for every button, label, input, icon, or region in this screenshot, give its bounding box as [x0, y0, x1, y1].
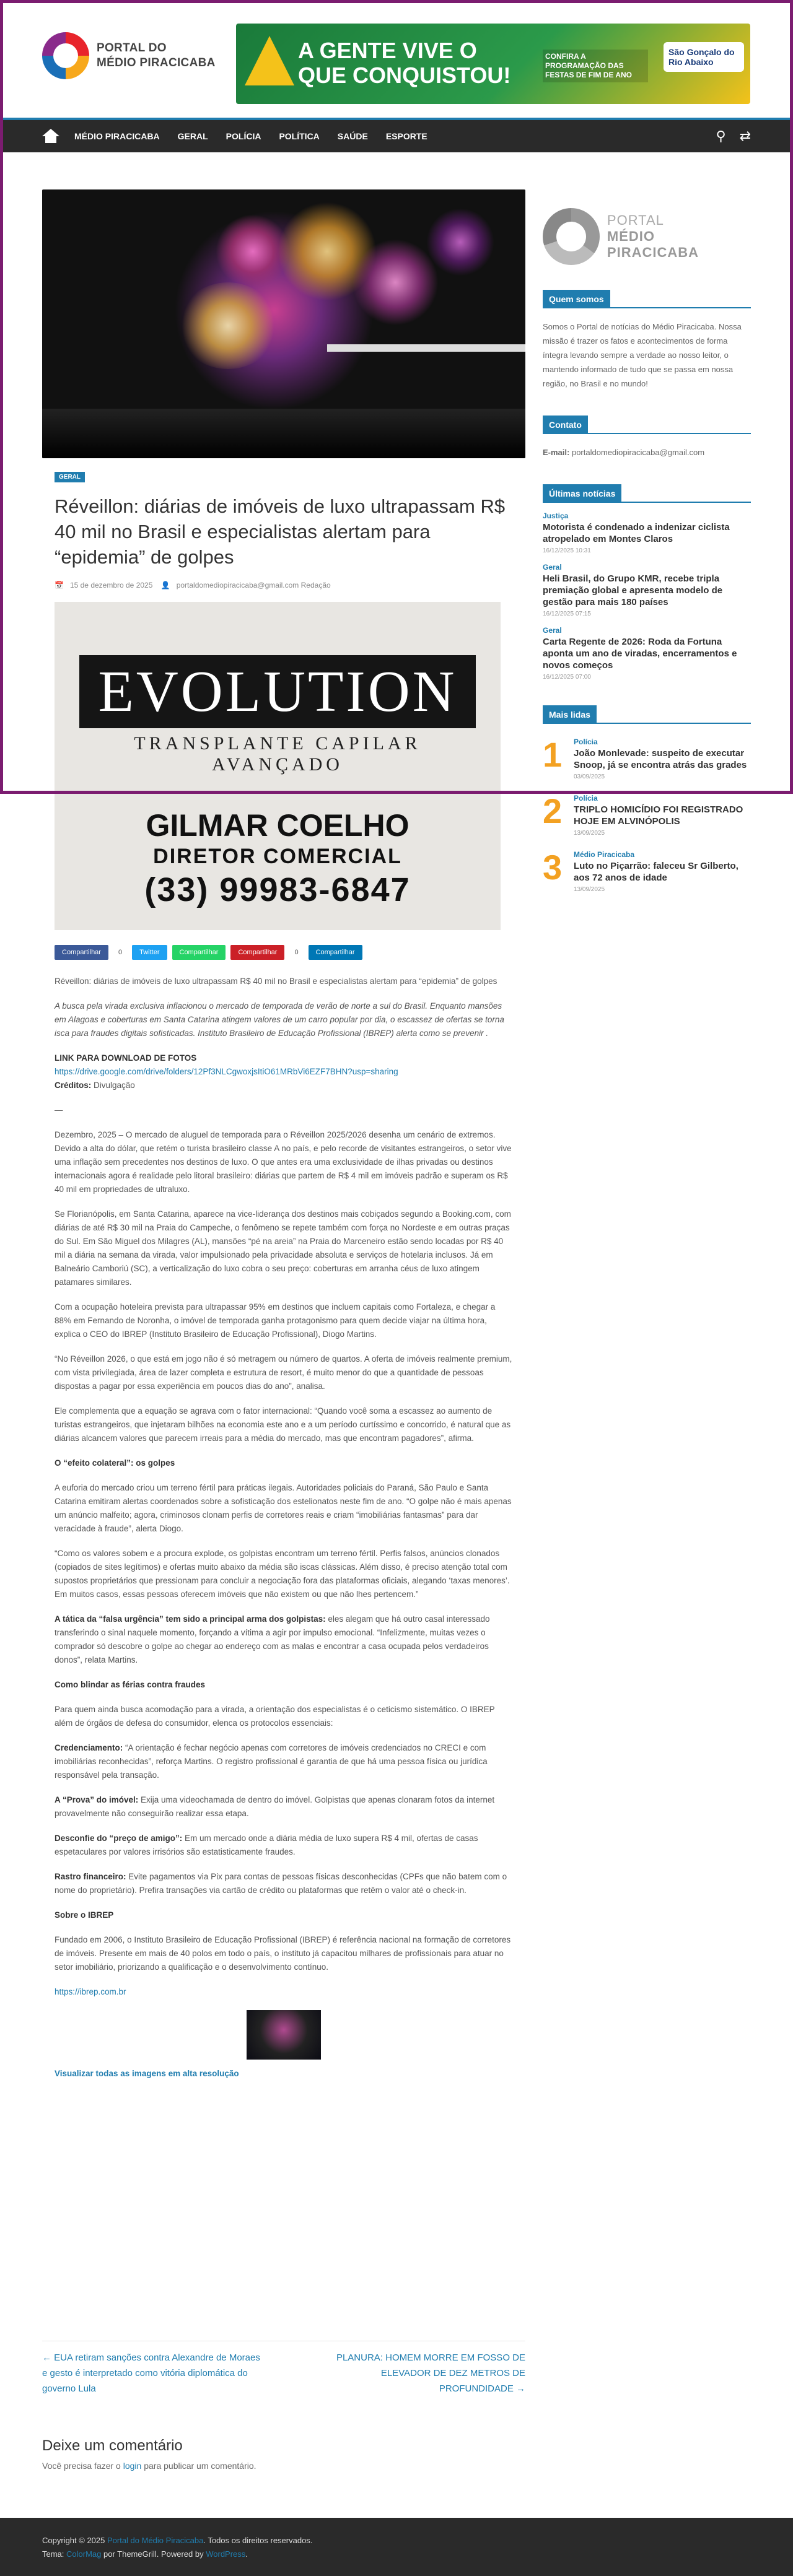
- download-link[interactable]: https://drive.google.com/drive/folders/12Pf3NLCgwoxjsItiO61MRbVi6EZF7BHN?usp=sharing: [55, 1067, 398, 1076]
- paragraph: “Como os valores sobem e a procura explode, os golpistas encontram um terreno fértil. Perfis falsos, anúncios clonados (copiados de sites legítimos) e ofertas muito abaixo da média são iscas clássicas. Além disso, é preciso atenção total com supostos proprietários que pressionam para concluir a negociação fora das plataformas oficiais, alegando ‘taxas menores’. Em muitos casos, essas pessoas oferecem imóveis que não existem ou que não lhes pertencem.”: [55, 1549, 510, 1599]
- bold-lead: Credenciamento:: [55, 1743, 123, 1752]
- paragraph-text: eles alegam que há outro casal interessado transferindo o sinal naquele momento, forçando a vítima a agir por impulso emocional. “Infelizmente, muitas vezes o comprador só descobre o golpe ao chegar ao endereço com as malas e encontrar a casa ocupada pelos verdadeiros donos”, relata Martins.: [55, 1614, 490, 1664]
- paragraph: Para quem ainda busca acomodação para a virada, a orientação dos especialistas é o ceticismo sistemático. O IBREP além de órgãos de defesa do consumidor, elenca os protocolos essenciais:: [55, 1705, 495, 1728]
- post-author[interactable]: portaldomediopiracicaba@gmail.com Redação: [176, 581, 331, 590]
- post-date[interactable]: 15 de dezembro de 2025: [69, 581, 153, 590]
- paragraph: [55, 1612, 513, 1667]
- comments-section: [42, 2437, 525, 2471]
- user-icon: 👤: [160, 581, 170, 590]
- nav-item-medio-piracicaba[interactable]: MÉDIO PIRACICABA: [74, 131, 160, 141]
- next-post-title: PLANURA: HOMEM MORRE EM FOSSO DE ELEVADOR DE DEZ METROS DE PROFUNDIDADE: [336, 2352, 525, 2394]
- sidebar-logo-line2: MÉDIO PIRACICABA: [607, 228, 699, 260]
- news-title[interactable]: Carta Regente de 2026: Roda da Fortuna aponta um ano de viradas, encerramentos e novos começos: [543, 637, 737, 671]
- paragraph-text: “A orientação é fechar negócio apenas com corretores de imóveis credenciados no CRECI e com imobiliárias reconhecidas”, reforça Martins. O registro profissional é garantia de que há uma pessoa física ou jurídica responsável pela transação.: [55, 1743, 488, 1780]
- contact-line: [543, 445, 751, 459]
- copyright-rights: . Todos os direitos reservados.: [203, 2536, 313, 2545]
- post-title: Réveillon: diárias de imóveis de luxo ultrapassam R$ 40 mil no Brasil e especialistas alertam para “epidemia” de golpes: [55, 495, 506, 568]
- ad-line2: AVANÇADO: [212, 754, 343, 775]
- firework-burst: [352, 239, 439, 326]
- ad-brand: EVOLUTION: [79, 655, 476, 728]
- about-text: Somos o Portal de notícias do Médio Piracicaba. Nossa missão é trazer os fatos e acontecimentos de forma íntegra levando sempre a verdade ao nosso leitor, o mantendo informado de tudo que se passa em nossa região, no Brasil e no mundo!: [543, 322, 742, 388]
- nav-item-politica[interactable]: POLÍTICA: [279, 131, 320, 141]
- logo-mark: [42, 32, 89, 79]
- ad-phone: (33) 99983-6847: [144, 871, 411, 908]
- sidebar-logo-line1: PORTAL: [607, 212, 664, 228]
- comments-text-before: Você precisa fazer o: [42, 2461, 123, 2471]
- theme-line: [42, 2548, 312, 2561]
- comments-text-after: para publicar um comentário.: [141, 2461, 256, 2471]
- paragraph-text: Em um mercado onde a diária média de luxo supera R$ 4 mil, ofertas de casas espetaculares por valores irrisórios são estatisticamente fraudes.: [55, 1834, 478, 1856]
- article: [42, 189, 525, 2092]
- subheading: Sobre o IBREP: [55, 1910, 114, 1920]
- home-icon[interactable]: [42, 129, 59, 144]
- download-label: LINK PARA DOWNLOAD DE FOTOS: [55, 1053, 197, 1063]
- firework-burst: [178, 282, 278, 369]
- theme-label: Tema:: [42, 2549, 67, 2559]
- paragraph: Réveillon: diárias de imóveis de luxo ultrapassam R$ 40 mil no Brasil e especialistas alertam para “epidemia” de golpes: [55, 977, 497, 986]
- share-whatsapp-button[interactable]: Compartilhar: [172, 945, 226, 960]
- sidebar: [543, 189, 751, 893]
- category-badge[interactable]: GERAL: [55, 472, 85, 482]
- banner-tag: São Gonçalo do Rio Abaixo: [664, 42, 744, 72]
- bold-lead: A “Prova” do imóvel:: [55, 1795, 139, 1804]
- site-header: [0, 0, 793, 118]
- share-twitter-button[interactable]: Twitter: [132, 945, 167, 960]
- ad-subtitle: [79, 733, 476, 775]
- about-title: Quem somos: [543, 290, 610, 308]
- nav-item-geral[interactable]: GERAL: [177, 131, 208, 141]
- copyright-line: [42, 2534, 312, 2548]
- paragraph-text: Evite pagamentos via Pix para contas de pessoas físicas desconhecidas (CPFs que não batem com o nome do proprietário). Prefira transações via cartão de crédito ou plataformas que retêm o valor até o check-in.: [55, 1872, 507, 1895]
- banner-headline-line1: A GENTE VIVE O: [298, 38, 477, 63]
- lead-paragraph: A busca pela virada exclusiva inflacionou o mercado de temporada de verão de norte a sul do Brasil. Enquanto mansões em Alagoas e coberturas em Santa Catarina atingem valores de um carro popular por dia, o escassez de ofertas se torna isca para fraudes digitais sofisticadas. Instituto Brasileiro de Educação Profissional (IBREP) alerta como se prevenir .: [55, 1001, 504, 1038]
- paragraph: Fundado em 2006, o Instituto Brasileiro de Educação Profissional (IBREP) é referência nacional na formação de corretores de imóveis. Presente em mais de 40 polos em todo o país, o instituto já capacitou milhares de profissionais para atuar no setor imobiliário, priorizando a qualificação e o desenvolvimento contínuo.: [55, 1935, 511, 1972]
- paragraph: Com a ocupação hoteleira prevista para ultrapassar 95% em destinos que incluem capitais como Fortaleza, e chegar a 88% em Fernando de Noronha, o imóvel de temporada ganha protagonismo para quem decide viajar na última hora, explica o CEO do IBREP (Instituto Brasileiro de Educação Profissional), Diogo Martins.: [55, 1302, 496, 1339]
- news-title[interactable]: Motorista é condenado a indenizar ciclista atropelado em Montes Claros: [543, 522, 730, 544]
- share-facebook-count: 0: [118, 949, 123, 956]
- site-name: [97, 41, 216, 71]
- paragraph-text: Exija uma videochamada de dentro do imóvel. Golpistas que apenas clonaram fotos da internet provavelmente não conseguirão realizar essa etapa.: [55, 1795, 495, 1818]
- contact-email[interactable]: portaldomediopiracicaba@gmail.com: [571, 448, 705, 457]
- paragraph: [55, 1741, 513, 1782]
- arrow-right-icon: →: [513, 2383, 525, 2394]
- theme-by: por ThemeGrill. Powered by: [101, 2549, 206, 2559]
- ad-line1: TRANSPLANTE CAPILAR: [134, 733, 421, 754]
- post-content: [55, 975, 513, 2081]
- news-title[interactable]: Luto no Piçarrão: faleceu Sr Gilberto, aos 72 anos de idade: [574, 861, 738, 883]
- bold-lead: Rastro financeiro:: [55, 1872, 126, 1881]
- top-news-item[interactable]: [543, 735, 751, 780]
- share-facebook-button[interactable]: Compartilhar: [55, 945, 108, 960]
- theme-link[interactable]: ColorMag: [66, 2549, 102, 2559]
- news-date: 16/12/2025 07:00: [543, 674, 591, 681]
- ad-name: GILMAR COELHO: [146, 808, 410, 843]
- next-post-link[interactable]: [315, 2350, 525, 2396]
- banner-headline: [298, 38, 510, 88]
- download-block: [55, 1051, 513, 1092]
- site-name-line1: PORTAL DO: [97, 41, 167, 54]
- firework-burst: [426, 208, 494, 276]
- calendar-icon: 📅: [55, 581, 64, 590]
- paragraph: Dezembro, 2025 – O mercado de aluguel de temporada para o Réveillon 2025/2026 desenha um cenário de extremos. Devido a alta do dólar, que retém o turista brasileiro classe A no país, e pelo recorde de visitantes estrangeiros, o setor vive uma inflação sem precedentes nos destinos de luxo. O que antes era uma exclusividade de ilhas privadas ou destinos internacionais agora é realidade pelo litoral brasileiro: diárias que partem de R$ 4 mil em imóveis padrão e superam os R$ 40 mil em propriedades de ultraluxo.: [55, 1130, 512, 1194]
- banner-headline-line2: QUE CONQUISTOU!: [298, 63, 511, 88]
- bold-lead: Desconfie do “preço de amigo”:: [55, 1834, 183, 1843]
- news-date: 13/09/2025: [574, 886, 605, 893]
- paragraph: Se Florianópolis, em Santa Catarina, aparece na vice-liderança dos destinos mais cobiçados segundo a Booking.com, com diárias de até R$ 30 mil na Praia do Campeche, o fenômeno se repete também com força no Nordeste e em outras praças do Sul. Em São Miguel dos Milagres (AL), mansões “pé na areia” na Praia do Marceneiro estão sendo locadas por R$ 40 mil a diária na semana da virada, valor impulsionado pela privacidade absoluta e serviços de hotelaria inclusos. Já em Balneário Camboriú (SC), a verticalização do luxo cobra o seu preço: coberturas em arranha céus de luxo atingem patamares similares.: [55, 1209, 511, 1287]
- latest-news-item[interactable]: [543, 511, 751, 554]
- gallery-link[interactable]: Visualizar todas as imagens em alta resolução: [55, 2069, 239, 2078]
- contact-label: E-mail:: [543, 448, 570, 457]
- latest-news-item[interactable]: [543, 626, 751, 681]
- banner-subtext: CONFIRA A PROGRAMAÇÃO DAS FESTAS DE FIM DE ANO: [543, 50, 648, 82]
- banner-shape: [245, 36, 294, 85]
- subheading: O “efeito colateral”: os golpes: [55, 1458, 175, 1468]
- paragraph: “No Réveillon 2026, o que está em jogo não é só metragem ou número de quartos. A oferta de imóveis realmente premium, com vista privilegiada, área de lazer completa e estrutura de resort, é muito menor do que a quantidade de pessoas dispostas a pagar por essa experiência em poucos dias do ano”, analisa.: [55, 1354, 512, 1391]
- comments-title: Deixe um comentário: [42, 2437, 183, 2454]
- widget-title-latest: [543, 484, 751, 503]
- nav-item-esporte[interactable]: ESPORTE: [385, 131, 427, 141]
- paragraph: [55, 1832, 513, 1859]
- post-navigation: [42, 2341, 525, 2396]
- top-news-item[interactable]: [543, 850, 751, 893]
- rank-number: 1: [543, 735, 563, 774]
- news-date: 16/12/2025 10:31: [543, 547, 591, 554]
- paragraph: [55, 1793, 513, 1821]
- widget-title-about: [543, 290, 751, 308]
- news-category[interactable]: Geral: [543, 563, 562, 572]
- paragraph: Ele complementa que a equação se agrava com o fator internacional: “Quando você soma a escassez ao aumento de turistas estrangeiros, que injetaram bilhões na economia este ano e a um período curtíssimo e concorrido, é natural que as diárias alcancem valores que parecem irreais para a média do mercado, mas que encontram pagadores”, afirma.: [55, 1406, 511, 1443]
- shuffle-icon[interactable]: ⇄: [739, 128, 751, 144]
- sidebar-logo[interactable]: [543, 208, 751, 265]
- ad-role: DIRETOR COMERCIAL: [153, 845, 402, 868]
- comments-login-text: [42, 2461, 525, 2471]
- wordpress-link[interactable]: WordPress: [206, 2549, 246, 2559]
- site-footer: [0, 2518, 793, 2576]
- news-category[interactable]: Geral: [543, 626, 562, 635]
- contact-title: Contato: [543, 416, 588, 434]
- sidebar-logo-mark: [543, 208, 600, 265]
- top-news-item[interactable]: [543, 791, 751, 837]
- credits-label: Créditos:: [55, 1081, 92, 1090]
- sidebar-logo-text: [607, 212, 751, 261]
- rank-number: 3: [543, 848, 563, 887]
- gallery-thumbnail[interactable]: [247, 2010, 321, 2060]
- main-nav: [0, 118, 793, 152]
- top-title: Mais lidas: [543, 705, 597, 724]
- latest-news-item[interactable]: [543, 563, 751, 617]
- share-linkedin-button[interactable]: Compartilhar: [309, 945, 362, 960]
- paragraph: [55, 1870, 513, 1897]
- share-bar: [55, 945, 513, 960]
- nav-item-policia[interactable]: POLÍCIA: [226, 131, 261, 141]
- subheading: Como blindar as férias contra fraudes: [55, 1680, 206, 1689]
- copyright-text: Copyright © 2025: [42, 2536, 107, 2545]
- ibrep-link[interactable]: https://ibrep.com.br: [55, 1987, 126, 1996]
- news-date: 03/09/2025: [574, 773, 605, 780]
- news-category[interactable]: Polícia: [574, 794, 598, 803]
- theme-end: .: [245, 2549, 248, 2559]
- credits-value: Divulgação: [94, 1081, 135, 1090]
- bridge-shape: [327, 344, 525, 352]
- news-category[interactable]: Justiça: [543, 511, 569, 520]
- login-link[interactable]: login: [123, 2461, 142, 2471]
- latest-title: Últimas notícias: [543, 484, 621, 503]
- news-date: 13/09/2025: [574, 830, 605, 837]
- previous-post-link[interactable]: [42, 2350, 265, 2396]
- nav-item-saude[interactable]: SAÚDE: [337, 131, 368, 141]
- news-date: 16/12/2025 07:15: [543, 611, 591, 617]
- separator: —: [55, 1105, 63, 1115]
- evolution-ad[interactable]: [55, 602, 501, 930]
- widget-title-contact: [543, 416, 751, 434]
- bold-lead: A tática da “falsa urgência” tem sido a principal arma dos golpistas:: [55, 1614, 326, 1624]
- city-lights: [42, 409, 525, 458]
- post-meta: [55, 581, 513, 590]
- paragraph: A euforia do mercado criou um terreno fértil para práticas ilegais. Autoridades policiais do Paraná, São Paulo e Santa Catarina emitiram alertas coordenados sobre a sofisticação dos estelionatos neste fim de ano. “O golpe não é mais apenas um anúncio malfeito; agora, criminosos clonam perfis de corretores reais e criam “imobiliárias fantasmas” para dar veracidade à fraude”, alerta Diogo.: [55, 1483, 512, 1533]
- news-title[interactable]: João Monlevade: suspeito de executar Snoop, já se encontra atrás das grades: [574, 748, 747, 770]
- news-category[interactable]: Médio Piracicaba: [574, 850, 635, 859]
- rank-number: 2: [543, 791, 563, 830]
- share-pinterest-button[interactable]: Compartilhar: [230, 945, 284, 960]
- site-logo[interactable]: [42, 32, 216, 79]
- featured-image: [42, 189, 525, 458]
- share-pinterest-count: 0: [294, 949, 299, 956]
- previous-post-title: EUA retiram sanções contra Alexandre de Moraes e gesto é interpretado como vitória diplomática do governo Lula: [42, 2352, 260, 2394]
- news-title[interactable]: TRIPLO HOMICÍDIO FOI REGISTRADO HOJE EM ALVINÓPOLIS: [574, 804, 743, 827]
- news-title[interactable]: Heli Brasil, do Grupo KMR, recebe tripla premiação global e apresenta modelo de gestão para mais 180 países: [543, 573, 723, 607]
- site-name-line2: MÉDIO PIRACICABA: [97, 56, 216, 69]
- footer-site-link[interactable]: Portal do Médio Piracicaba: [107, 2536, 204, 2545]
- arrow-left-icon: ←: [42, 2352, 55, 2363]
- news-category[interactable]: Polícia: [574, 738, 598, 746]
- widget-title-top: [543, 705, 751, 724]
- header-banner-ad[interactable]: [236, 24, 750, 104]
- search-icon[interactable]: ⚲: [716, 128, 726, 144]
